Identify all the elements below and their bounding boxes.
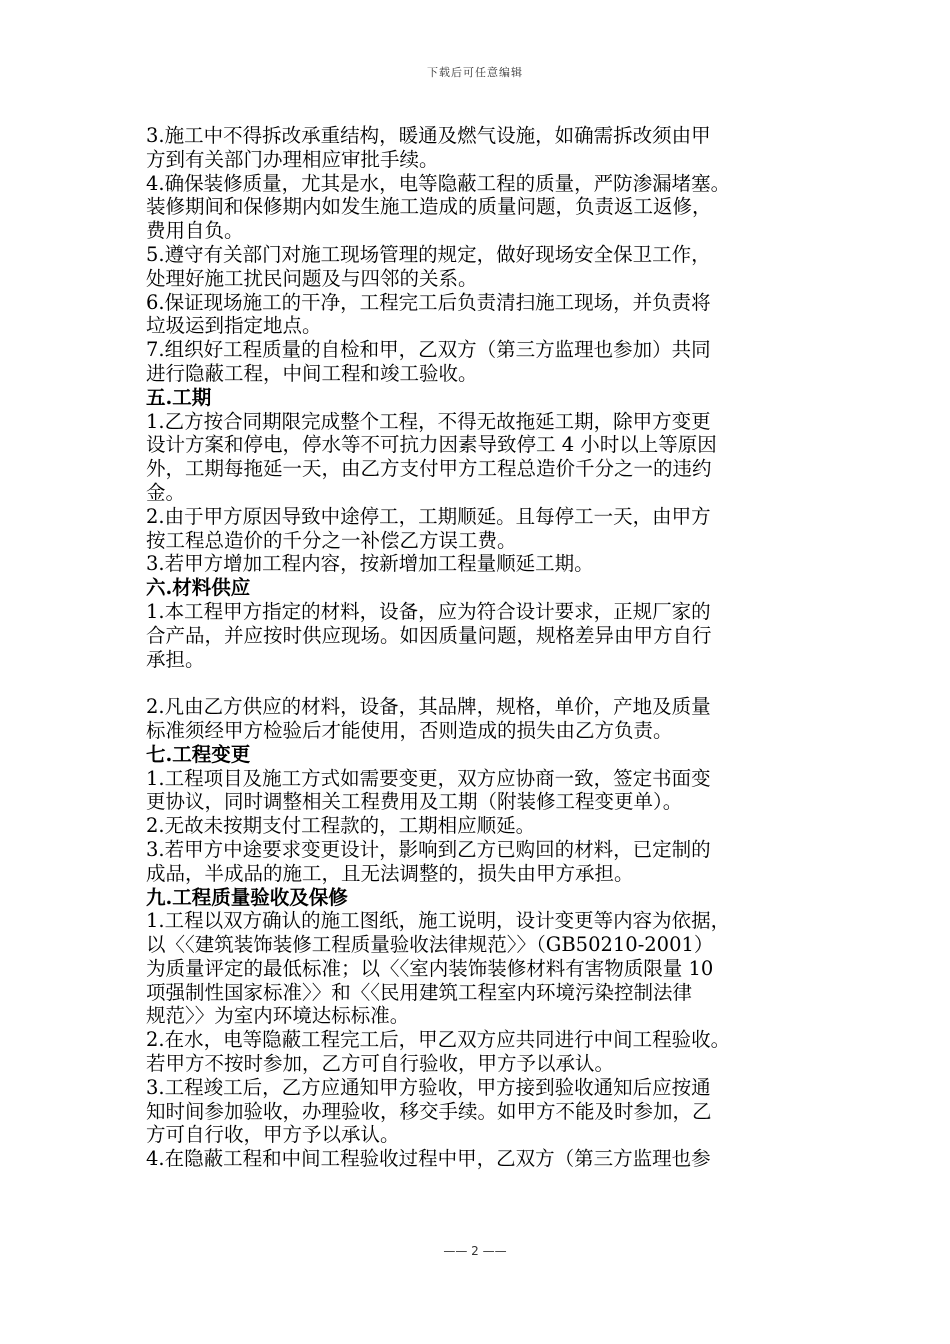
text-line: 6.保证现场施工的干净，工程完工后负责清扫施工现场，并负责将 [146,290,711,314]
text-line: 成品，半成品的施工，且无法调整的，损失由甲方承担。 [146,861,634,885]
text-line: 设计方案和停电，停水等不可抗力因素导致停工 4 小时以上等原因 [146,433,717,457]
text-line: 3.若甲方中途要求变更设计，影响到乙方已购回的材料，已定制的 [146,837,711,861]
text-line: 承担。 [146,647,205,671]
text-line: 金。 [146,480,186,504]
text-line: 2.凡由乙方供应的材料，设备，其品牌，规格，单价，产地及质量 [146,695,711,719]
section-heading: 七.工程变更 [146,742,251,766]
text-line: 3.施工中不得拆改承重结构，暖通及燃气设施，如确需拆改须由甲 [146,124,711,147]
page-number: —— 2 —— [443,1244,507,1258]
text-line: 装修期间和保修期内如发生施工造成的质量问题，负责返工返修， [146,195,712,219]
text-line: 方到有关部门办理相应审批手续。 [146,147,439,171]
text-line: 进行隐蔽工程，中间工程和竣工验收。 [146,361,478,385]
section-heading: 五.工期 [146,385,212,409]
text-line: 2.无故未按期支付工程款的，工期相应顺延。 [146,814,536,838]
blank-line [146,671,826,695]
section-heading: 九.工程质量验收及保修 [146,885,348,909]
text-line: 合产品，并应按时供应现场。如因质量问题，规格差异由甲方自行 [146,623,712,647]
text-line: 若甲方不按时参加，乙方可自行验收，甲方予以承认。 [146,1052,615,1076]
text-line: 3.工程竣工后，乙方应通知甲方验收，甲方接到验收通知后应按通 [146,1075,711,1099]
text-line: 处理好施工扰民问题及与四邻的关系。 [146,266,478,290]
text-line: 标准须经甲方检验后才能使用，否则造成的损失由乙方负责。 [146,718,673,742]
text-line: 1.乙方按合同期限完成整个工程，不得无故拖延工期，除甲方变更 [146,409,711,433]
text-line: 为质量评定的最低标准；以〈〈室内装饰装修材料有害物质限量 10 [146,956,714,980]
text-line: 以〈〈建筑装饰装修工程质量验收法律规范〉〉（GB50210-2001） [146,933,714,957]
text-line: 1.工程项目及施工方式如需要变更，双方应协商一致，签定书面变 [146,766,711,790]
text-line: 4.在隐蔽工程和中间工程验收过程中甲，乙双方（第三方监理也参 [146,1147,711,1171]
text-line: 1.本工程甲方指定的材料，设备，应为符合设计要求，正规厂家的 [146,599,711,623]
text-line: 2.在水，电等隐蔽工程完工后，甲乙双方应共同进行中间工程验收。 [146,1028,731,1052]
text-line: 方可自行收，甲方予以承认。 [146,1123,400,1147]
text-line: 费用自负。 [146,219,244,243]
text-line: 1.工程以双方确认的施工图纸，施工说明，设计变更等内容为依据， [146,909,731,933]
text-line: 5.遵守有关部门对施工现场管理的规定，做好现场安全保卫工作， [146,242,711,266]
text-line: 3.若甲方增加工程内容，按新增加工程量顺延工期。 [146,552,594,576]
text-line: 规范〉〉为室内环境达标标准。 [146,1004,410,1028]
text-line: 2.由于甲方原因导致中途停工，工期顺延。且每停工一天，由甲方 [146,504,711,528]
text-line: 项强制性国家标准〉〉和〈〈民用建筑工程室内环境污染控制法律 [146,980,693,1004]
header-note: 下载后可任意编辑 [427,66,523,79]
text-line: 4.确保装修质量，尤其是水，电等隐蔽工程的质量，严防渗漏堵塞。 [146,171,731,195]
text-line: 按工程总造价的千分之一补偿乙方误工费。 [146,528,517,552]
text-line: 垃圾运到指定地点。 [146,314,322,338]
text-line: 更协议，同时调整相关工程费用及工期（附装修工程变更单）。 [146,790,683,814]
text-line: 外，工期每拖延一天，由乙方支付甲方工程总造价千分之一的违约 [146,457,712,481]
document-body [146,124,826,1171]
text-line: 7.组织好工程质量的自检和甲，乙双方（第三方监理也参加）共同 [146,338,711,362]
section-heading: 六.材料供应 [146,576,251,600]
text-line: 知时间参加验收，办理验收，移交手续。如甲方不能及时参加，乙 [146,1099,712,1123]
